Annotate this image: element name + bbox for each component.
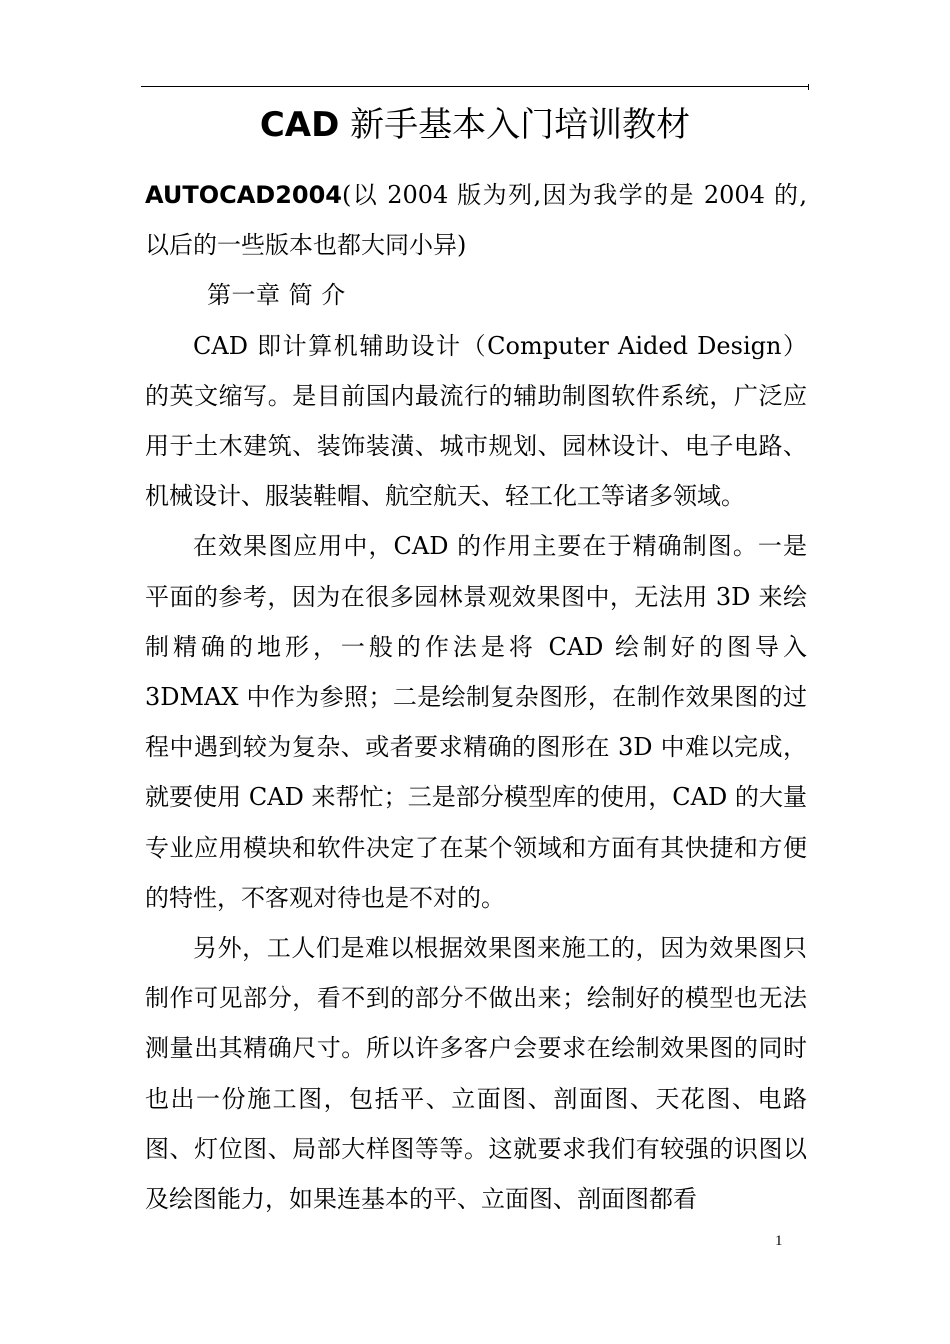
header-rule-end-mark	[808, 84, 809, 90]
paragraph-rendering-usage: 在效果图应用中，CAD 的作用主要在于精确制图。一是平面的参考，因为在很多园林景观效果图中，无法用 3D 来绘制精确的地形，一般的作法是将 CAD 绘制好的图导入 3DMAX 中作为参照；二是绘制复杂图形，在制作效果图的过程中遇到较为复杂、或者要求精确的图形在 3D 中难以完成，就要使用 CAD 来帮忙；三是部分模型库的使用，CAD 的大量专业应用模块和软件决定了在某个领域和方面有其快捷和方便的特性，不客观对待也是不对的。	[145, 532, 807, 912]
paragraph-definition: CAD 即计算机辅助设计（Computer Aided Design）的英文缩写。是目前国内最流行的辅助制图软件系统，广泛应用于土木建筑、装饰装潢、城市规划、园林设计、电子电路、机械设计、服装鞋帽、航空航天、轻工化工等诸多领域。	[145, 331, 807, 511]
page-number: 1	[775, 1233, 783, 1249]
document-body	[145, 170, 807, 1224]
chapter-heading: 第一章 简 介	[207, 281, 346, 310]
header-rule	[141, 86, 809, 87]
document-title	[141, 100, 809, 150]
intro-product-name: AUTOCAD2004	[145, 181, 343, 209]
document-title-text: 新手基本入门培训教材	[350, 105, 691, 145]
document-title-latin: CAD	[259, 105, 340, 145]
intro-paragraph	[145, 170, 807, 270]
paragraph-construction-drawings: 另外，工人们是难以根据效果图来施工的，因为效果图只制作可见部分，看不到的部分不做出来；绘制好的模型也无法测量出其精确尺寸。所以许多客户会要求在绘制效果图的同时也出一份施工图，包括平、立面图、剖面图、天花图、电路图、灯位图、局部大样图等等。这就要求我们有较强的识图以及绘图能力，如果连基本的平、立面图、剖面图都看	[145, 934, 807, 1214]
intro-text: (以 2004 版为列,因为我学的是 2004 的,以后的一些版本也都大同小异)	[145, 181, 807, 260]
